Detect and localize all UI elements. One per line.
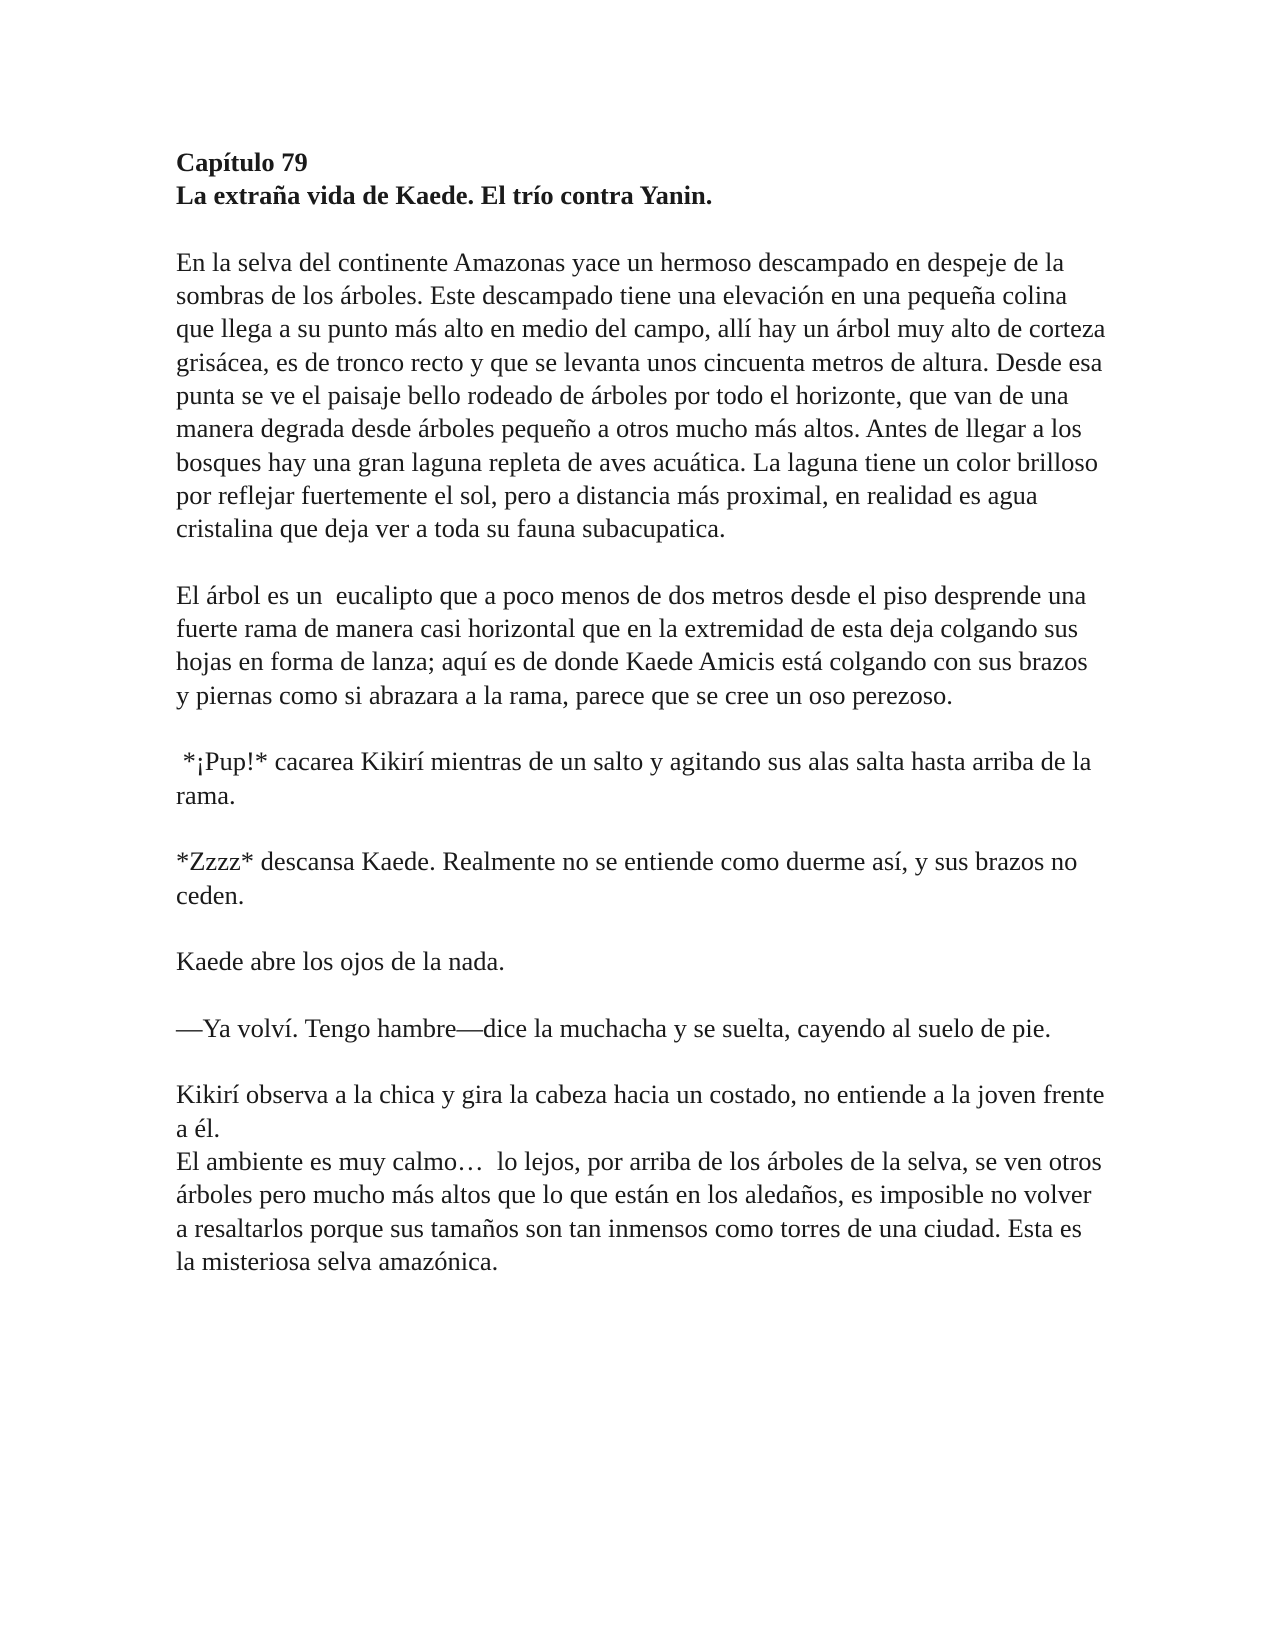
paragraph: El ambiente es muy calmo… lo lejos, por arriba de los árboles de la selva, se ven otros árboles pero mucho más altos que lo que están en los aledaños, es imposible no volver a resaltarlos porque sus tamaños son tan inmensos como torres de una ciudad. Esta es la misteriosa selva amazónica.: [176, 1145, 1109, 1276]
document-body: [176, 146, 1113, 1311]
paragraph: *¡Pup!* cacarea Kikirí mientras de un salto y agitando sus alas salta hasta arriba de la rama.: [176, 746, 1099, 810]
chapter-heading: [176, 146, 1106, 213]
paragraph: Kikirí observa a la chica y gira la cabeza hacia un costado, no entiende a la joven frente a él.: [176, 1079, 1112, 1143]
chapter-label: Capítulo 79: [176, 147, 308, 177]
paragraph: En la selva del continente Amazonas yace un hermoso descampado en despeje de la sombras de los árboles. Este descampado tiene una elevación en una pequeña colina que llega a su punto más alto en medio del campo, allí hay un árbol muy alto de corteza grisácea, es de tronco recto y que se levanta unos cincuenta metros de altura. Desde esa punta se ve el paisaje bello rodeado de árboles por todo el horizonte, que van de una manera degrada desde árboles pequeño a otros mucho más altos. Antes de llegar a los bosques hay una gran laguna repleta de aves acuática. La laguna tiene un color brilloso por reflejar fuertemente el sol, pero a distancia más proximal, en realidad es agua cristalina que deja ver a toda su fauna subacupatica.: [176, 246, 1113, 544]
paragraph: *Zzzz* descansa Kaede. Realmente no se entiende como duerme así, y sus brazos no ceden.: [176, 846, 1085, 910]
paragraph: —Ya volví. Tengo hambre—dice la muchacha y se suelta, cayendo al suelo de pie.: [176, 1012, 1052, 1043]
paragraph: El árbol es un eucalipto que a poco menos de dos metros desde el piso desprende una fuerte rama de manera casi horizontal que en la extremidad de esta deja colgando sus hojas en forma de lanza; aquí es de donde Kaede Amicis está colgando con sus brazos y piernas como si abrazara a la rama, parece que se cree un oso perezoso.: [176, 579, 1095, 710]
chapter-title: La extraña vida de Kaede. El trío contra Yanin.: [176, 180, 713, 211]
paragraph: Kaede abre los ojos de la nada.: [176, 946, 505, 977]
